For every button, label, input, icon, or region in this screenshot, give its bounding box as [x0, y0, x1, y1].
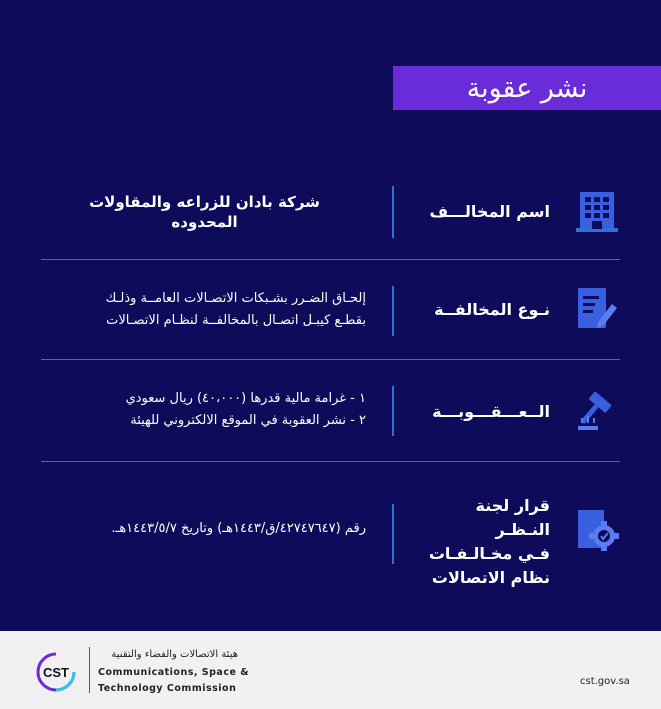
cst-logo-text: CST: [43, 665, 69, 680]
document-pen-icon: [574, 286, 620, 332]
website-link[interactable]: cst.gov.sa: [580, 676, 630, 687]
cst-logo: [33, 651, 79, 693]
violation-type-label: نـوع المخالفــة: [434, 300, 550, 319]
row-separator-line: [392, 504, 394, 564]
gear-check-icon: [574, 506, 620, 552]
committee-label-line-3: نظام الاتصالات: [431, 568, 550, 587]
row-separator-line: [392, 186, 394, 238]
footer-separator: [89, 647, 90, 693]
penalty-line-2: ٢ - نشر العقوبة في الموقع الالكتروني للهيئة: [130, 413, 366, 428]
penalty-label: الــعـــقـــوبـــة: [432, 402, 550, 421]
penalty-line-1: ١ - غرامة مالية قدرها (٤٠،٠٠٠) ريال سعودي: [125, 391, 366, 406]
divider: [41, 359, 620, 360]
page-title: نشر عقوبة: [393, 66, 661, 110]
violator-name-label: اسم المخالـــف: [429, 202, 550, 221]
committee-decision-label: [420, 494, 550, 590]
org-name-en: [98, 665, 258, 697]
gavel-icon: [574, 388, 620, 434]
org-name-en-line-2: Technology Commission: [98, 683, 237, 694]
committee-label-line-1: قرار لجنة النـظـر: [475, 496, 550, 539]
building-icon: [574, 188, 620, 234]
violator-name-line-1: شركة بادان للزراعه والمقاولات: [89, 193, 320, 211]
violation-type-line-2: بقطـع كيبـل اتصـال بالمخالفــة لنظـام الاتصـالات: [106, 313, 366, 328]
footer: [0, 631, 661, 709]
row-separator-line: [392, 286, 394, 336]
violator-name-line-2: المحدوده: [171, 213, 238, 231]
violation-type-value: [41, 288, 366, 332]
penalty-value: [41, 388, 366, 432]
org-name-ar: هيئة الاتصالات والفضاء والتقنية: [111, 649, 238, 660]
divider: [41, 259, 620, 260]
divider: [41, 461, 620, 462]
row-separator-line: [392, 386, 394, 436]
committee-decision-value: [41, 518, 366, 540]
org-name-en-line-1: Communications, Space &: [98, 667, 249, 678]
violator-name-value: [62, 192, 347, 232]
violation-type-line-1: إلحـاق الضـرر بشـبكات الاتصـالات العامــة وذلـك: [105, 291, 366, 306]
committee-label-line-2: فـي مخـالـفـات: [428, 544, 550, 563]
committee-decision-line-1: رقم (٤٢٧٤٧٦٤٧/ق/١٤٤٣هـ) وتاريخ ١٤٤٣/٥/٧هـ.: [111, 521, 366, 536]
